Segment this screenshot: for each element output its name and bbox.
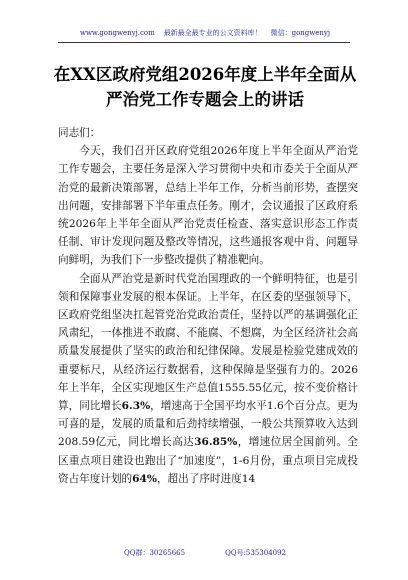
investment-progress-value: 64%: [132, 472, 157, 485]
document-title: [50, 62, 360, 112]
header-slogan: 最新最全最专业的公文资料库！: [163, 29, 262, 37]
revenue-growth-value: 36.85%: [194, 436, 238, 449]
footer-qq: QQ号:535304092: [225, 549, 287, 557]
paragraph-1: 今天，我们召开区政府党组2026年度上半年全面从严治党工作专题会，主要任务是深入学习贯彻中央和市委关于全面从严治党的最新决策部署，总结上半年工作，分析当前形势，查摆突出问题，安排部署下半年重点任务。刚才，会议通报了区政府系统2026年上半年全面从严治党责任检查、落实意识形态工作责任制、审计发现问题及整改等情况，这些通报客观中肯、问题导向鲜明，为我们下一步整改提供了精准靶向。: [58, 145, 358, 267]
title-line-1: 在XX区政府党组2026年度上半年全面从: [53, 65, 357, 84]
paragraph-2-text-d: ，增速位居全国前列。全区重点项目建设也跑出了“加速度”，1-6月份，重点项目完成投资占年度计划的: [58, 436, 358, 485]
greeting: 同志们：: [58, 127, 101, 139]
paragraph-2: [58, 270, 358, 488]
footer-qq-group: QQ群：30265665: [123, 549, 186, 557]
header-url[interactable]: www.gongwenyj.com: [79, 29, 155, 37]
gdp-growth-value: 6.3%: [121, 400, 151, 413]
footer-banner: [60, 548, 350, 558]
paragraph-2-text-e: ，超出了序时进度14: [156, 472, 256, 485]
header-wechat: 微信：gongwenyj: [270, 29, 331, 37]
document-body: [58, 124, 358, 488]
paragraph-2-text-a: 全面从严治党是新时代党治国理政的一个鲜明特征，也是引领和保障事业发展的根本保证。上半年，在区委的坚强领导下，区政府党组坚决扛起管党治党政治责任，坚持以严的基调强化正风肃纪，一体推进不敢腐、不能腐、不想腐，为全区经济社会高质量发展提供了坚实的政治和纪律保障。发展是检验党建成效的重要标尺，从经济运行数据看，这种保障是坚强有力的。2026年上半年，全区实现地区生产总值1555.55亿元，按不变价格计算，同比增长: [58, 272, 358, 413]
header-divider: [58, 42, 350, 43]
header-banner: [60, 28, 350, 38]
title-line-2: 严治党工作专题会上的讲话: [106, 90, 304, 109]
paragraph-2-text-c: ，增速高于全国平均水平1.6个百分点。更为可喜的是，发展的质量和后劲持续增强，一般公共预算收入达到208.59亿元，同比增长高达: [58, 400, 358, 449]
